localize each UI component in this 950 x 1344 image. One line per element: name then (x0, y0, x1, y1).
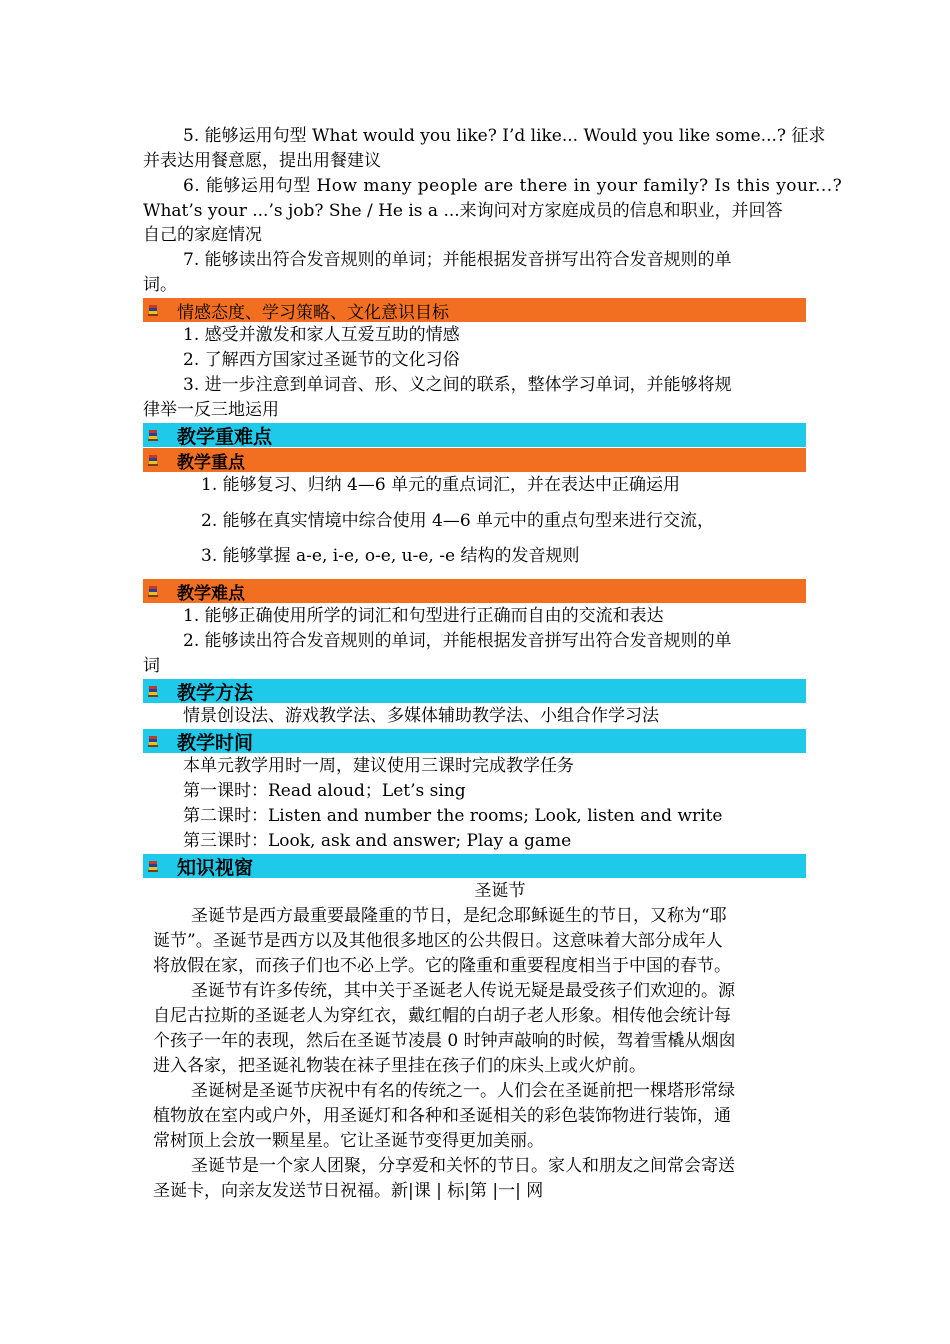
affective-goals-header (143, 298, 806, 322)
knowledge-p1-line-1: 圣诞节是西方最重要最隆重的节日，是纪念耶稣诞生的节日，又称为“耶 (191, 906, 727, 926)
goal-7-line-1: 7. 能够读出符合发音规则的单词；并能根据发音拼写出符合发音规则的单 (183, 250, 732, 270)
difficult-points-header (143, 579, 806, 603)
knowledge-title: 知识视窗 (177, 856, 254, 879)
book-stack-icon (146, 734, 160, 748)
knowledge-subtitle: 圣诞节 (474, 881, 526, 901)
book-stack-icon (146, 684, 160, 698)
difficult-point-2-line-2: 词 (143, 656, 160, 676)
methods-header (143, 679, 806, 703)
knowledge-p2-line-4: 进入各家，把圣诞礼物装在袜子里挂在孩子们的床头上或火炉前。 (153, 1056, 646, 1076)
difficult-point-2-line-1: 2. 能够读出符合发音规则的单词，并能根据发音拼写出符合发音规则的单 (183, 631, 732, 651)
time-header (143, 729, 806, 753)
knowledge-p4-line-1: 圣诞节是一个家人团聚，分享爱和关怀的节日。家人和朋友之间常会寄送 (191, 1156, 735, 1176)
time-line-2: 第一课时：Read aloud；Let’s sing (183, 781, 466, 801)
book-stack-icon (146, 453, 160, 467)
key-point-3: 3. 能够掌握 a-e, i-e, o-e, u-e, -e 结构的发音规则 (201, 546, 580, 566)
time-line-3: 第二课时：Listen and number the rooms; Look, listen and write (183, 806, 723, 826)
key-points-header (143, 448, 806, 472)
knowledge-p1-line-2: 诞节”。圣诞节是西方以及其他很多地区的公共假日。这意味着大部分成年人 (153, 931, 723, 951)
goal-5-line-2: 并表达用餐意愿，提出用餐建议 (143, 151, 381, 171)
key-point-1: 1. 能够复习、归纳 4—6 单元的重点词汇，并在表达中正确运用 (201, 475, 681, 495)
affective-item-2: 2. 了解西方国家过圣诞节的文化习俗 (183, 350, 460, 370)
book-stack-icon (146, 859, 160, 873)
key-difficult-title: 教学重难点 (177, 425, 273, 448)
knowledge-p3-line-3: 常树顶上会放一颗星星。它让圣诞节变得更加美丽。 (153, 1131, 544, 1151)
book-stack-icon (146, 303, 160, 317)
methods-title: 教学方法 (177, 681, 254, 704)
difficult-point-1: 1. 能够正确使用所学的词汇和句型进行正确而自由的交流和表达 (183, 606, 664, 626)
knowledge-p2-line-2: 自尼古拉斯的圣诞老人为穿红衣，戴红帽的白胡子老人形象。相传他会统计每 (153, 1006, 731, 1026)
knowledge-p2-line-1: 圣诞节有许多传统，其中关于圣诞老人传说无疑是最受孩子们欢迎的。源 (191, 981, 735, 1001)
goal-6-line-1: 6. 能够运用句型 How many people are there in your family? Is this your...? (183, 176, 843, 196)
goal-6-line-3: 自己的家庭情况 (143, 225, 262, 245)
affective-item-3-line-1: 3. 进一步注意到单词音、形、义之间的联系，整体学习单词，并能够将规 (183, 375, 732, 395)
knowledge-p2-line-3: 个孩子一年的表现，然后在圣诞节凌晨 0 时钟声敲响的时候，驾着雪橇从烟囱 (153, 1031, 736, 1051)
book-stack-icon (146, 584, 160, 598)
affective-goals-title: 情感态度、学习策略、文化意识目标 (177, 302, 449, 323)
book-stack-icon (146, 428, 160, 442)
knowledge-p3-line-2: 植物放在室内或户外，用圣诞灯和各种和圣诞相关的彩色装饰物进行装饰，通 (153, 1106, 731, 1126)
goal-6-line-2: What’s your ...’s job? She / He is a ...来询问对方家庭成员的信息和职业，并回答 (143, 201, 783, 221)
key-points-title: 教学重点 (177, 452, 245, 473)
time-line-4: 第三课时：Look, ask and answer; Play a game (183, 831, 572, 851)
affective-item-1: 1. 感受并激发和家人互爱互助的情感 (183, 325, 460, 345)
goal-5-line-1: 5. 能够运用句型 What would you like? I’d like... Would you like some...? 征求 (183, 126, 826, 146)
methods-text: 情景创设法、游戏教学法、多媒体辅助教学法、小组合作学习法 (183, 706, 659, 726)
knowledge-p1-line-3: 将放假在家，而孩子们也不必上学。它的隆重和重要程度相当于中国的春节。 (153, 956, 731, 976)
time-title: 教学时间 (177, 731, 254, 754)
difficult-points-title: 教学难点 (177, 583, 245, 604)
key-difficult-header (143, 423, 806, 447)
goal-7-line-2: 词。 (143, 275, 177, 295)
knowledge-p4-line-2: 圣诞卡，向亲友发送节日祝福。新|课 | 标|第 |一| 网 (153, 1181, 544, 1201)
knowledge-header (143, 854, 806, 878)
affective-item-3-line-2: 律举一反三地运用 (143, 400, 279, 420)
time-line-1: 本单元教学用时一周，建议使用三课时完成教学任务 (183, 756, 574, 776)
knowledge-p3-line-1: 圣诞树是圣诞节庆祝中有名的传统之一。人们会在圣诞前把一棵塔形常绿 (191, 1081, 735, 1101)
key-point-2: 2. 能够在真实情境中综合使用 4—6 单元中的重点句型来进行交流， (201, 511, 715, 531)
